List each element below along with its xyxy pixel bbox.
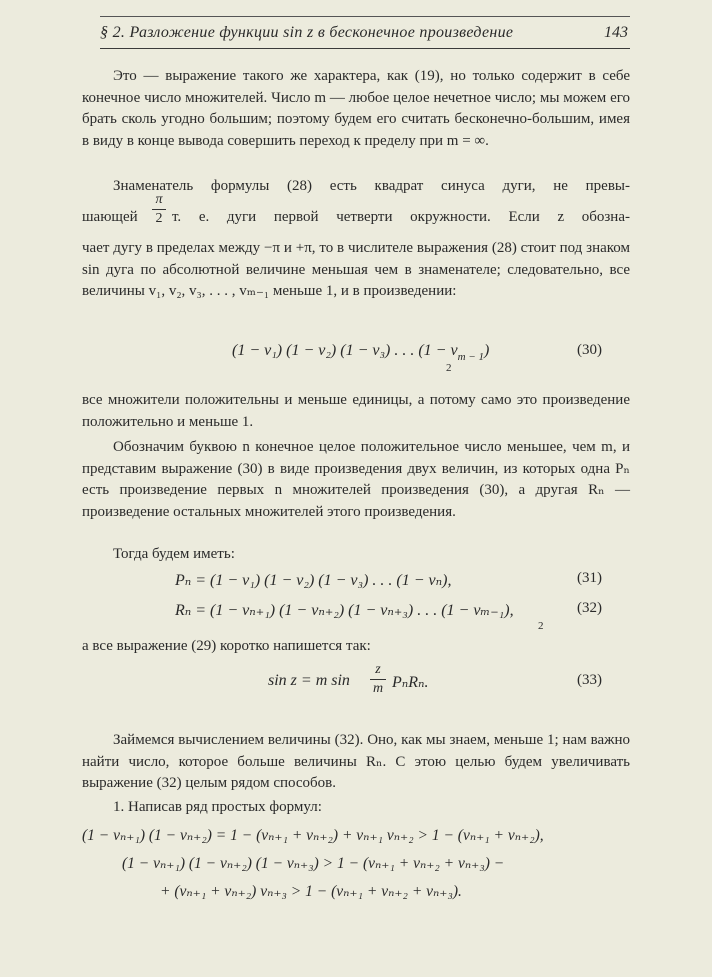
inequality-3: + (vₙ₊₁ + vₙ₊₂) vₙ₊₃ > 1 − (vₙ₊₁ + vₙ₊₂ + vₙ₊₃). bbox=[160, 883, 462, 900]
fraction-bar bbox=[152, 209, 166, 210]
equation-31: Pₙ = (1 − v₁) (1 − v₂) (1 − v₃) . . . (1 − vₙ), bbox=[175, 572, 452, 589]
equation-30-body: (1 − v₁) (1 − v₂) (1 − v₃) . . . (1 − v bbox=[232, 342, 458, 359]
equation-33-left: sin z = m sin bbox=[268, 672, 350, 689]
equation-30-subscript-denominator: 2 bbox=[446, 362, 452, 374]
paragraph-4: Обозначим буквою n конечное целое положительное число меньшее, чем m, и представим выражение (30) в виде произведения двух величин, из которых одна Pₙ есть произведение первых n множителей произведения (30), а другая Rₙ — произведение остальных множителей этого произведения. bbox=[82, 439, 630, 520]
equation-32: Rₙ = (1 − vₙ₊₁) (1 − vₙ₊₂) (1 − vₙ₊₃) . . . (1 − vₘ₋₁), bbox=[175, 602, 514, 619]
paragraph-1: Это — выражение такого же характера, как (19), но только содержит в себе конечное число множителей. Число m — любое целое нечетное число; мы можем его брать сколь угодно большим; поэтому будем его считать бесконечно-большим, имея в виду в конце вывода совершить переход к пределу при m = ∞. bbox=[82, 68, 630, 149]
inequality-1: (1 − vₙ₊₁) (1 − vₙ₊₂) = 1 − (vₙ₊₁ + vₙ₊₂) + vₙ₊₁ vₙ₊₂ > 1 − (vₙ₊₁ + vₙ₊₂), bbox=[82, 827, 544, 844]
paragraph-2-rest: чает дугу в пределах между −π и +π, то в числителе выражения (28) стоит под знаком sin дуга по абсолютной величине меньшая чем в знаменателе; следовательно, все величины v₁, v₂, v₃, . . . , vₘ₋₁ меньше 1, и в произведении: bbox=[82, 240, 630, 299]
equation-33-fraction-numerator: z bbox=[375, 662, 381, 677]
equation-32-subscript-denominator: 2 bbox=[538, 620, 544, 632]
paragraph-3: все множители положительны и меньше единицы, а потому само это произведение положительно и меньше 1. bbox=[82, 392, 630, 430]
equation-33-right: PₙRₙ. bbox=[392, 674, 429, 691]
equation-30-subscript: m − 1 bbox=[457, 351, 484, 363]
header-title: § 2. Разложение функции sin z в бесконечное произведение bbox=[100, 24, 514, 41]
equation-33-fraction-bar bbox=[370, 679, 386, 680]
paragraph-7: Займемся вычислением величины (32). Оно, как мы знаем, меньше 1; нам важно найти число, которое больше величины Rₙ. С этою целью будем увеличивать выражение (32) целым рядом способов. bbox=[82, 732, 630, 791]
paragraph-2-line-2-start: шающей bbox=[82, 209, 138, 225]
fraction-pi-over-2 bbox=[152, 192, 166, 227]
page-number: 143 bbox=[604, 24, 628, 41]
equation-32-label: (32) bbox=[577, 600, 602, 616]
paragraph-8: 1. Написав ряд простых формул: bbox=[113, 799, 322, 815]
paragraph-2-line-1: Знаменатель формулы (28) есть квадрат синуса дуги, не превы- bbox=[113, 178, 630, 194]
fraction-numerator: π bbox=[155, 192, 163, 207]
header-top-rule bbox=[100, 16, 630, 17]
equation-33-fraction-denominator: m bbox=[372, 681, 384, 696]
equation-33-fraction bbox=[370, 662, 386, 697]
equation-33-label: (33) bbox=[577, 672, 602, 688]
equation-30-label: (30) bbox=[577, 342, 602, 358]
equation-31-label: (31) bbox=[577, 570, 602, 586]
paragraph-6: а все выражение (29) коротко напишется так: bbox=[82, 638, 371, 654]
running-header bbox=[100, 20, 630, 49]
inequality-2: (1 − vₙ₊₁) (1 − vₙ₊₂) (1 − vₙ₊₃) > 1 − (vₙ₊₁ + vₙ₊₂ + vₙ₊₃) − bbox=[122, 855, 505, 872]
equation-30-close: ) bbox=[483, 342, 490, 359]
paragraph-5: Тогда будем иметь: bbox=[113, 546, 235, 562]
paragraph-2-line-2-end: т. е. дуги первой четверти окружности. Если z обозна- bbox=[172, 209, 630, 225]
fraction-denominator: 2 bbox=[155, 211, 163, 226]
equation-30 bbox=[232, 342, 490, 363]
